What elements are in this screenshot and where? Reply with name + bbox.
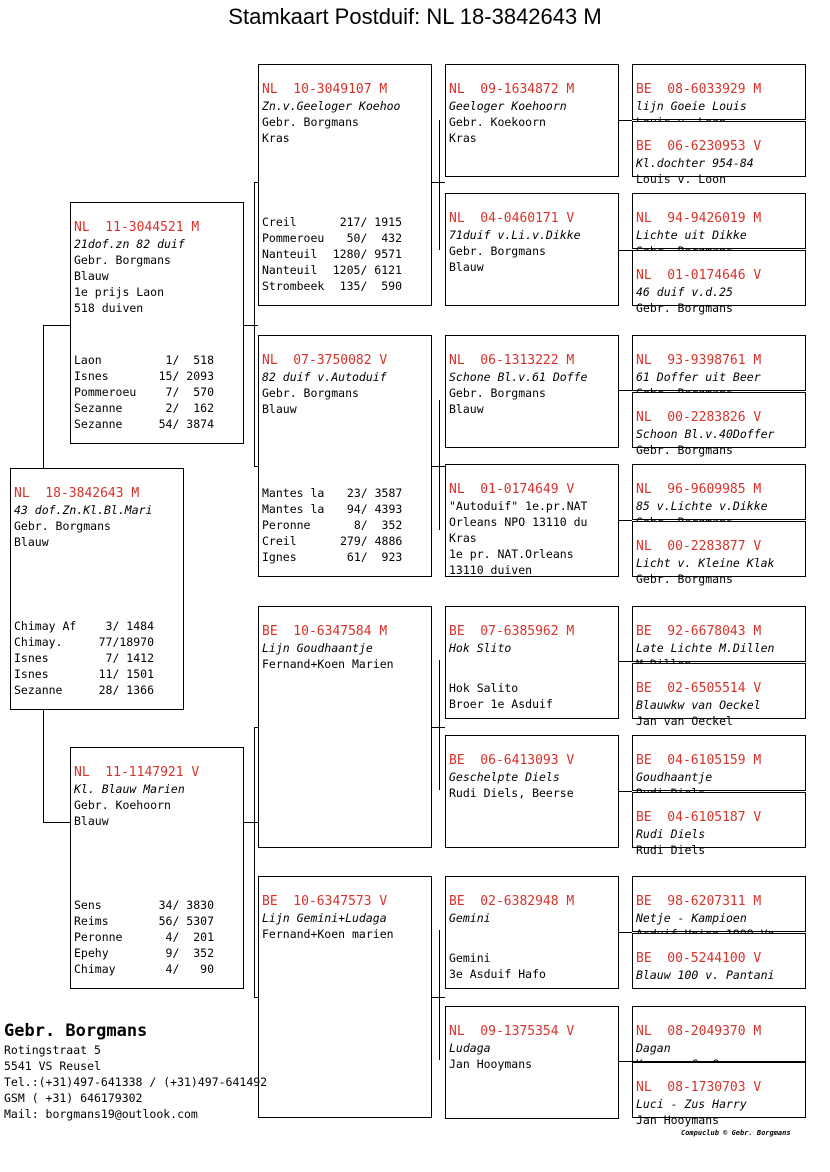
results-table: Laon 1/ 518 Isnes 15/ 2093 Pommeroeu 7/ 570 Sezanne 2/ 162 Sezanne 54/ 3874 <box>74 353 214 431</box>
pedigree-box-g10 <box>632 663 806 728</box>
info-line: Gebr. Borgmans <box>262 386 359 400</box>
info-line: Jan Hooymans <box>636 1113 720 1127</box>
pedigree-box-father <box>70 202 244 444</box>
pigeon-name: Lijn Goudhaantje <box>262 641 373 655</box>
ring-number: NL 04-0460171 V <box>449 211 575 226</box>
pigeon-name: 61 Doffer uit Beer <box>636 370 761 384</box>
info-line: Gebr. Koehoorn <box>74 798 171 812</box>
pigeon-name: Kl.dochter 954-84 <box>636 156 754 170</box>
ring-number: BE 92-6678043 M <box>636 624 762 639</box>
ring-number: NL 07-3750082 V <box>262 353 388 368</box>
pedigree-box-g15 <box>632 1006 806 1062</box>
results-table: Sens 34/ 3830 Reims 56/ 5307 Peronne 4/ 201 Epehy 9/ 352 Chimay 4/ 90 <box>74 898 214 976</box>
ring-number: NL 00-2283877 V <box>636 539 762 554</box>
owner-postcode: 5541 VS Reusel <box>4 1059 101 1073</box>
pigeon-name: 43 dof.Zn.Kl.Bl.Mari <box>14 503 153 517</box>
owner-phone: Tel.:(+31)497-641338 / (+31)497-641492 <box>4 1075 268 1089</box>
ring-number: NL 11-3044521 M <box>74 220 200 235</box>
page-title: Stamkaart Postduif: NL 18-3842643 M <box>228 4 602 29</box>
pigeon-name: Schone Bl.v.61 Doffe <box>449 370 588 384</box>
info-line: Blauw <box>449 402 484 416</box>
pigeon-name: Zn.v.Geeloger Koehoo <box>262 99 401 113</box>
pedigree-box-g9 <box>632 606 806 662</box>
info-line: Blauw <box>14 535 49 549</box>
pigeon-name: Hok Slito <box>449 641 512 655</box>
pedigree-box-g3 <box>632 193 806 249</box>
credit-footer: Compuclub © Gebr. Borgmans <box>681 1129 791 1137</box>
info-line: Gebr. Koekoorn <box>449 115 546 129</box>
pigeon-name: Goudhaantje <box>636 770 713 784</box>
pigeon-name: lijn Goeie Louis <box>636 99 747 113</box>
pedigree-box-ff <box>258 64 432 306</box>
pedigree-box-g12 <box>632 792 806 857</box>
ring-number: BE 04-6105187 V <box>636 810 762 825</box>
pigeon-name: Geschelpte Diels <box>449 770 560 784</box>
pedigree-box-g16 <box>632 1062 806 1127</box>
pedigree-box-fmm <box>445 464 619 577</box>
info-line: Gebr. Borgmans <box>636 572 733 586</box>
ring-number: BE 10-6347584 M <box>262 624 388 639</box>
pigeon-name: Luci - Zus Harry <box>636 1097 747 1111</box>
info-line: Blauw <box>262 402 297 416</box>
info-line: 3e Asduif Hafo <box>449 967 546 981</box>
pedigree-box-fmf <box>445 335 619 448</box>
pigeon-name: 82 duif v.Autoduif <box>262 370 387 384</box>
info-line: Gebr. Borgmans <box>14 519 111 533</box>
pedigree-box-g6 <box>632 392 806 457</box>
ring-number: NL 18-3842643 M <box>14 486 140 501</box>
info-line: Blauw <box>449 260 484 274</box>
ring-number: BE 04-6105159 M <box>636 753 762 768</box>
ring-number: NL 06-1313222 M <box>449 353 575 368</box>
pigeon-name: Ludaga <box>449 1041 491 1055</box>
owner-address: Rotingstraat 5 <box>4 1043 101 1057</box>
results-table: Creil 217/ 1915 Pommeroeu 50/ 432 Nanteuil 1280/ 9571 Nanteuil 1205/ 6121 Strombeek 135/ 590 <box>262 215 402 293</box>
ring-number: NL 08-2049370 M <box>636 1024 762 1039</box>
results-table: Chimay Af 3/ 1484 Chimay. 77/18970 Isnes 7/ 1412 Isnes 11/ 1501 Sezanne 28/ 1366 <box>14 619 154 697</box>
info-line: Jan Hooymans <box>449 1057 533 1071</box>
info-line: Gebr. Borgmans <box>636 301 733 315</box>
info-line: Hok Salito <box>449 681 519 695</box>
pigeon-name: Licht v. Kleine Klak <box>636 556 775 570</box>
ring-number: BE 08-6033929 M <box>636 82 762 97</box>
ring-number: BE 00-5244100 V <box>636 951 762 966</box>
ring-number: NL 00-2283826 V <box>636 410 762 425</box>
info-line: Orleans NPO 13110 du <box>449 515 588 529</box>
pigeon-name: Schoon Bl.v.40Doffer <box>636 427 775 441</box>
pigeon-name: Gemini <box>449 911 491 925</box>
pigeon-name: Blauwkw van Oeckel <box>636 698 761 712</box>
ring-number: NL 93-9398761 M <box>636 353 762 368</box>
pigeon-name: Blauw 100 v. Pantani <box>636 968 775 982</box>
info-line: 1e prijs Laon <box>74 285 165 299</box>
info-line: Jan van Oeckel <box>636 714 733 728</box>
pedigree-box-fm <box>258 335 432 577</box>
info-line: Blauw <box>74 269 109 283</box>
info-line: Gebr. Borgmans <box>449 386 546 400</box>
ring-number: BE 06-6413093 V <box>449 753 575 768</box>
pigeon-name: Rudi Diels <box>636 827 706 841</box>
info-line: Gebr. Borgmans <box>636 443 733 457</box>
info-line: Rudi Diels, Beerse <box>449 786 574 800</box>
pedigree-box-mother <box>70 747 244 989</box>
info-line: Kras <box>449 131 477 145</box>
info-line: Kras <box>262 131 290 145</box>
pedigree-box-mff <box>445 606 619 719</box>
info-line: Kras <box>449 531 477 545</box>
pedigree-box-mmf <box>445 876 619 989</box>
ring-number: NL 01-0174646 V <box>636 268 762 283</box>
info-line: 1e pr. NAT.Orleans <box>449 547 574 561</box>
pigeon-name: 71duif v.Li.v.Dikke <box>449 228 581 242</box>
pigeon-name: Late Lichte M.Dillen <box>636 641 775 655</box>
info-line: 13110 duiven <box>449 563 533 577</box>
ring-number: NL 96-9609985 M <box>636 482 762 497</box>
pedigree-box-ffm <box>445 193 619 306</box>
ring-number: NL 11-1147921 V <box>74 765 200 780</box>
pedigree-box-fff <box>445 64 619 177</box>
info-line: Louis v. Loon <box>636 172 727 186</box>
owner-email: Mail: borgmans19@outlook.com <box>4 1107 198 1121</box>
ring-number: BE 10-6347573 V <box>262 894 388 909</box>
ring-number: NL 01-0174649 V <box>449 482 575 497</box>
ring-number: NL 09-1375354 V <box>449 1024 575 1039</box>
pigeon-name: Dagan <box>636 1041 671 1055</box>
ring-number: NL 94-9426019 M <box>636 211 762 226</box>
pedigree-box-subject <box>10 468 184 710</box>
ring-number: NL 08-1730703 V <box>636 1080 762 1095</box>
pedigree-box-mm <box>258 876 432 1118</box>
pigeon-name: Kl. Blauw Marien <box>74 782 185 796</box>
info-line: Blauw <box>74 814 109 828</box>
pedigree-box-g1 <box>632 64 806 120</box>
ring-number: BE 07-6385962 M <box>449 624 575 639</box>
info-line: Fernand+Koen Marien <box>262 657 394 671</box>
info-line: Gemini <box>449 951 491 965</box>
pedigree-box-g8 <box>632 521 806 586</box>
pigeon-name: Lichte uit Dikke <box>636 228 747 242</box>
ring-number: BE 06-6230953 V <box>636 139 762 154</box>
pigeon-name: 21dof.zn 82 duif <box>74 237 185 251</box>
pigeon-name: "Autoduif" 1e.pr.NAT <box>449 499 588 513</box>
pedigree-box-g7 <box>632 464 806 520</box>
pedigree-box-mfm <box>445 735 619 848</box>
info-line: Fernand+Koen marien <box>262 927 394 941</box>
ring-number: BE 02-6505514 V <box>636 681 762 696</box>
owner-contact <box>4 1020 267 1122</box>
pigeon-name: 85 v.Lichte v.Dikke <box>636 499 768 513</box>
ring-number: BE 98-6207311 M <box>636 894 762 909</box>
info-line: Gebr. Borgmans <box>74 253 171 267</box>
pigeon-name: Geeloger Koehoorn <box>449 99 567 113</box>
pedigree-box-g14 <box>632 933 806 989</box>
info-line: Rudi Diels <box>636 843 706 857</box>
owner-gsm: GSM ( +31) 646179302 <box>4 1091 143 1105</box>
pigeon-name: Lijn Gemini+Ludaga <box>262 911 387 925</box>
info-line: 518 duiven <box>74 301 144 315</box>
owner-name: Gebr. Borgmans <box>4 1021 148 1041</box>
pigeon-name: Netje - Kampioen <box>636 911 747 925</box>
info-line: Gebr. Borgmans <box>449 244 546 258</box>
pedigree-box-mmm <box>445 1006 619 1119</box>
pigeon-name: 46 duif v.d.25 <box>636 285 733 299</box>
pedigree-box-mf <box>258 606 432 848</box>
ring-number: NL 10-3049107 M <box>262 82 388 97</box>
info-line: Gebr. Borgmans <box>262 115 359 129</box>
info-line: Broer 1e Asduif <box>449 697 553 711</box>
ring-number: NL 09-1634872 M <box>449 82 575 97</box>
pedigree-box-g13 <box>632 876 806 932</box>
pedigree-box-g2 <box>632 121 806 186</box>
pedigree-box-g11 <box>632 735 806 791</box>
results-table: Mantes la 23/ 3587 Mantes la 94/ 4393 Peronne 8/ 352 Creil 279/ 4886 Ignes 61/ 923 <box>262 486 403 564</box>
pedigree-box-g5 <box>632 335 806 391</box>
pedigree-box-g4 <box>632 250 806 315</box>
ring-number: BE 02-6382948 M <box>449 894 575 909</box>
